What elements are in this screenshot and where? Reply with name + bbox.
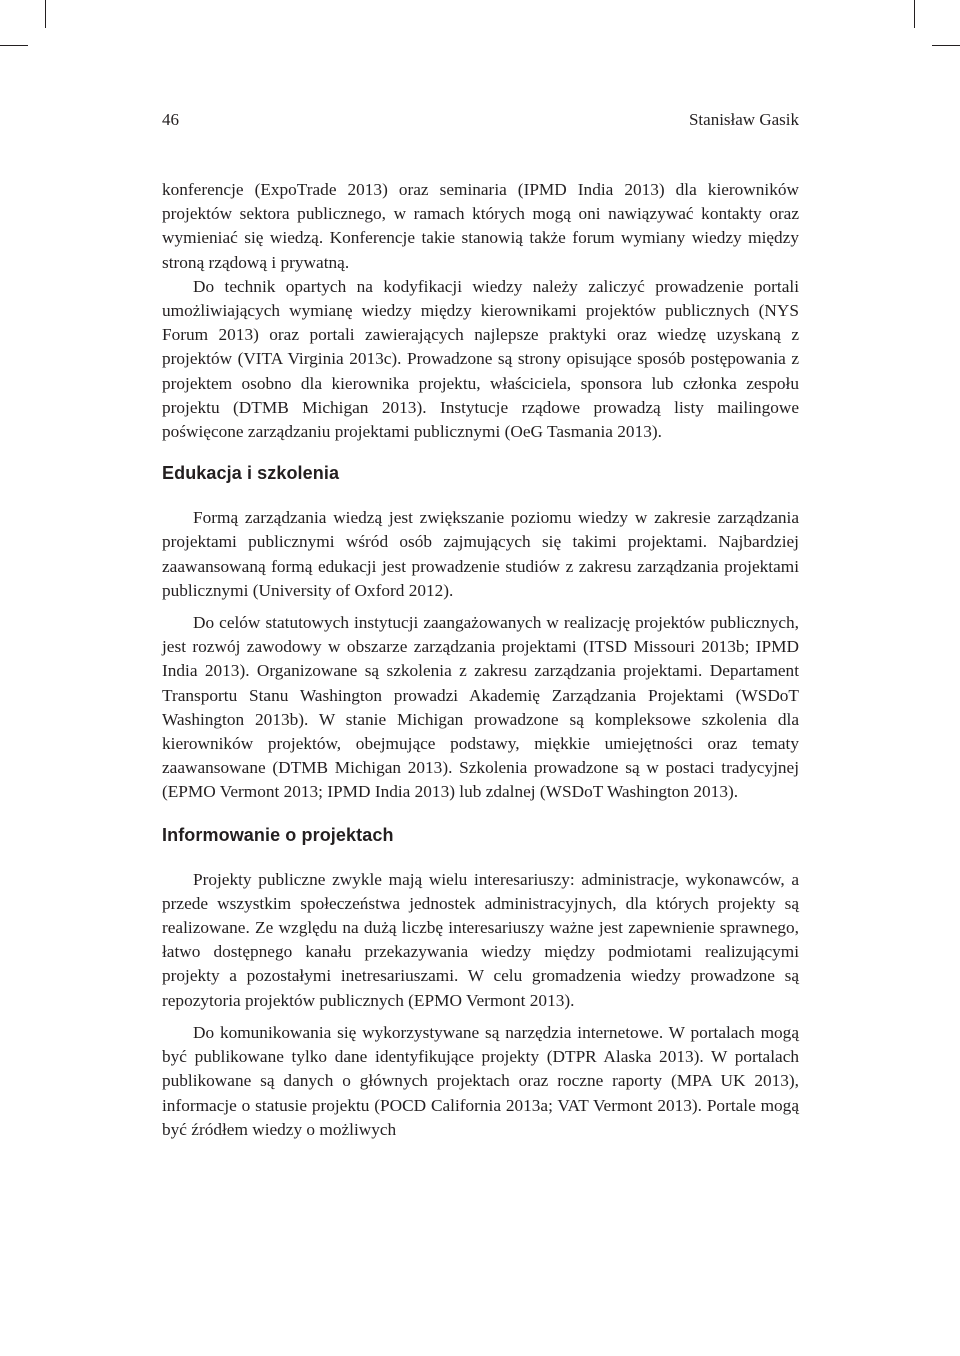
crop-mark-right-horizontal [932, 45, 960, 46]
paragraph-codification: Do technik opartych na kodyfikacji wiedzy należy zaliczyć prowadzenie portali umożliwiających wymianę wiedzy między kierownikami projektów publicznych (NYS Forum 2013) oraz portali zawierających najlepsze praktyki oraz wiedzę uzyskaną z projektów (VITA Virginia 2013c). Prowadzone są strony opisujące sposób postępowania z projektem osobno dla kierownika projektu, właściciela, sponsora lub członka zespołu projektu (DTMB Michigan 2013). Instytucje rządowe prowadzą listy mailingowe poświęcone zarządzaniu projektami publicznymi (OeG Tasmania 2013). [162, 276, 799, 442]
section-heading-education: Edukacja i szkolenia [162, 463, 340, 484]
crop-mark-top-right [914, 0, 915, 28]
crop-mark-left-horizontal [0, 45, 28, 46]
paragraph-education-1: Formą zarządzania wiedzą jest zwiększanie poziomu wiedzy w zakresie zarządzania projektami publicznymi wśród osób zajmujących się takimi projektami. Najbardziej zaawansowaną formą edukacji jest prowadzenie studiów z zakresu zarządzania projektami publicznymi (University of Oxford 2012). [162, 508, 799, 600]
crop-mark-top-left [45, 0, 46, 28]
paragraph-continued: konferencje (ExpoTrade 2013) oraz seminaria (IPMD India 2013) dla kierowników projektów sektora publicznego, w ramach których mogą oni nawiązywać kontakty oraz wymieniać się wiedzą. Konferencje takie stanowią także forum wymiany wiedzy między stroną rządową i prywatną. [162, 180, 799, 272]
running-head-author: Stanisław Gasik [688, 110, 799, 129]
section-heading-informing: Informowanie o projektach [162, 824, 394, 845]
page-body [162, 178, 799, 1142]
page-number: 46 [162, 110, 179, 129]
paragraph-education-2: Do celów statutowych instytucji zaangażowanych w realizację projektów publicznych, jest rozwój zawodowy w obszarze zarządzania projektami (ITSD Missouri 2013b; IPMD India 2013). Organizowane są szkolenia z zakresu zarządzania projektami. Departament Transportu Stanu Washington prowadzi Akademię Zarządzania Projektami (WSDoT Washington 2013b). W stanie Michigan prowadzone są kompleksowe szkolenia dla kierowników projektów, obejmujące podstawy, miękkie umiejętności oraz tematy zaawansowane (DTMB Michigan 2013). Szkolenia prowadzone są w postaci tradycyjnej (EPMO Vermont 2013; IPMD India 2013) lub zdalnej (WSDoT Washington 2013). [162, 613, 799, 802]
paragraph-informing-2: Do komunikowania się wykorzystywane są narzędzia internetowe. W portalach mogą być publikowane tylko dane identyfikujące projekty (DTPR Alaska 2013). W portalach publikowane są danych o głównych projektach oraz roczne raporty (MPA UK 2013), informacje o statusie projektu (POCD California 2013a; VAT Vermont 2013). Portale mogą być źródłem wiedzy o możliwych [162, 1022, 799, 1139]
page-header [162, 110, 799, 134]
paragraph-informing-1: Projekty publiczne zwykle mają wielu interesariuszy: administracje, wykonawców, a przede wszystkim społeczeństwa jednostek administracyjnych, dla których projekty są realizowane. Ze względu na dużą liczbę interesariuszy ważne jest zapewnienie sprawnego, łatwo dostępnego kanału przekazywania wiedzy między podmiotami realizującymi projekty a pozostałymi inetresariuszami. W celu gromadzenia wiedzy prowadzone są repozytoria projektów publicznych (EPMO Vermont 2013). [162, 869, 799, 1010]
